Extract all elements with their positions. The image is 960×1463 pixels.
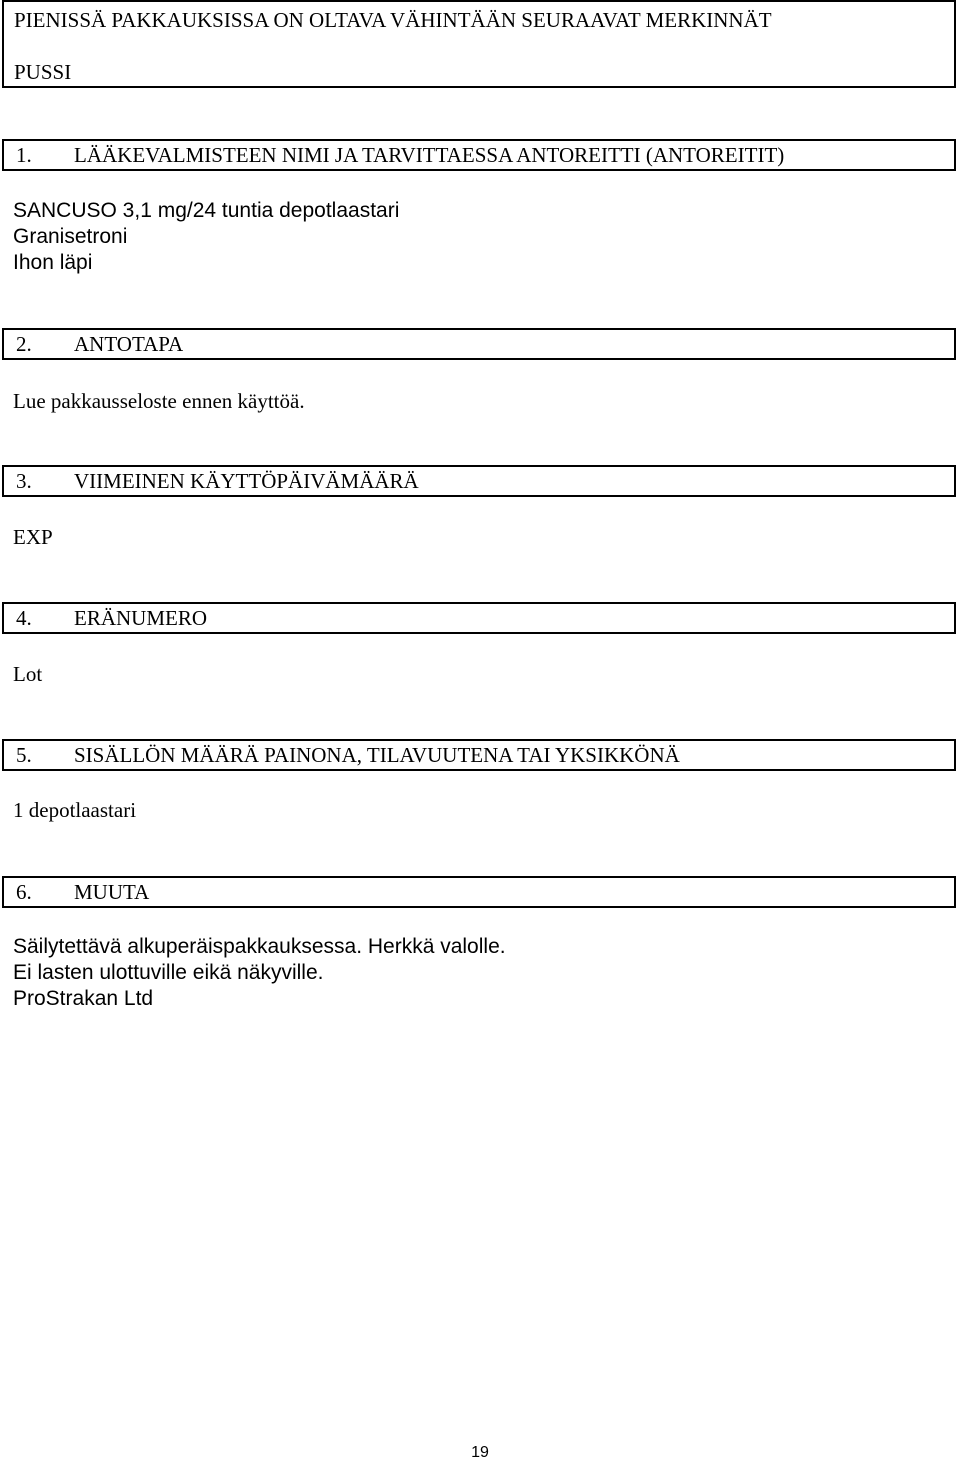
section-2-line-1: Lue pakkausseloste ennen käyttöä. [13, 389, 305, 413]
section-5-header [2, 739, 956, 771]
section-1-line-1: SANCUSO 3,1 mg/24 tuntia depotlaastari [13, 199, 400, 222]
section-4-line-1: Lot [13, 662, 43, 686]
section-1-line-2: Granisetroni [13, 225, 128, 248]
section-5-title: SISÄLLÖN MÄÄRÄ PAINONA, TILAVUUTENA TAI YKSIKKÖNÄ [74, 743, 680, 767]
section-3-line-1: EXP [13, 525, 53, 549]
section-6-line-2: Ei lasten ulottuville eikä näkyville. [13, 961, 324, 984]
section-6-title: MUUTA [74, 880, 150, 904]
section-2-header [2, 328, 956, 360]
section-3-header [2, 465, 956, 497]
section-6-line-1: Säilytettävä alkuperäispakkauksessa. Herkkä valolle. [13, 935, 506, 958]
section-6-number: 6. [16, 880, 32, 904]
section-2-number: 2. [16, 332, 32, 356]
section-6-header [2, 876, 956, 908]
section-1-header [2, 139, 956, 171]
section-1-line-3: Ihon läpi [13, 251, 93, 274]
section-3-number: 3. [16, 469, 32, 493]
section-5-line-1: 1 depotlaastari [13, 798, 137, 822]
section-1-title: LÄÄKEVALMISTEEN NIMI JA TARVITTAESSA ANTOREITTI (ANTOREITIT) [74, 143, 785, 167]
label-header-subtitle: PUSSI [14, 60, 72, 84]
section-4-header [2, 602, 956, 634]
section-3-title: VIIMEINEN KÄYTTÖPÄIVÄMÄÄRÄ [74, 469, 419, 493]
page-number: 19 [471, 1444, 489, 1461]
section-6-line-3: ProStrakan Ltd [13, 987, 154, 1010]
section-5-number: 5. [16, 743, 32, 767]
label-header-box [2, 0, 956, 88]
section-2-title: ANTOTAPA [74, 332, 184, 356]
section-4-title: ERÄNUMERO [74, 606, 208, 630]
section-4-number: 4. [16, 606, 32, 630]
label-header-title: PIENISSÄ PAKKAUKSISSA ON OLTAVA VÄHINTÄÄN SEURAAVAT MERKINNÄT [14, 8, 772, 32]
section-1-number: 1. [16, 143, 32, 167]
